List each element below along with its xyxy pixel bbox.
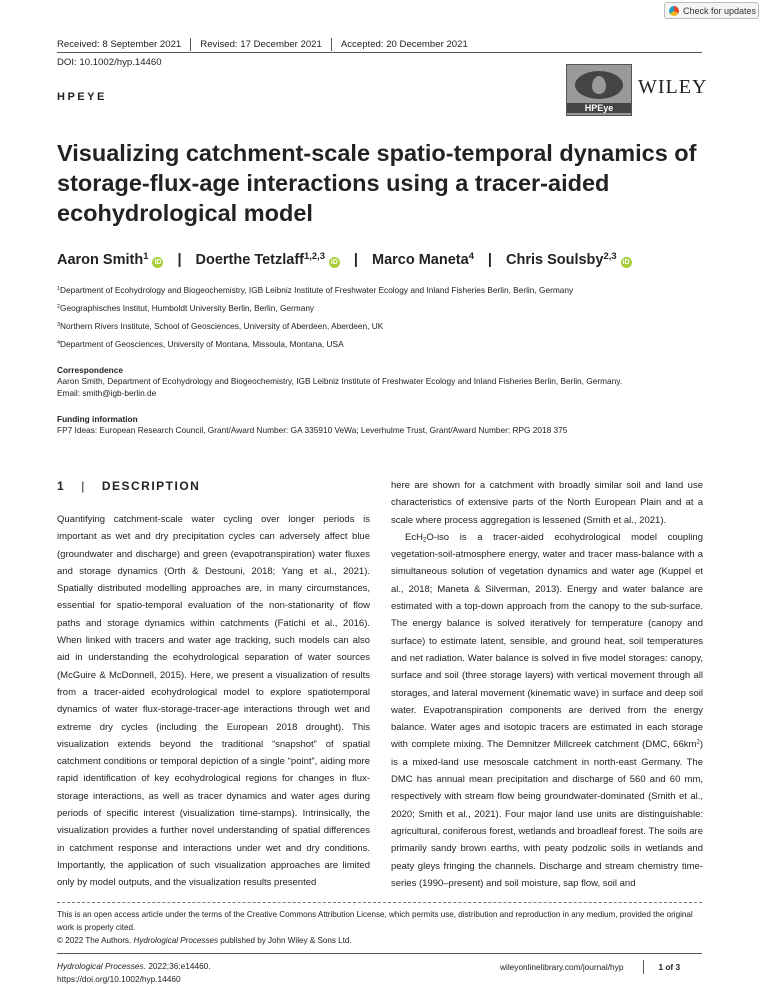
funding-text: FP7 Ideas: European Research Council, Grant/Award Number: GA 335910 VeWa; Leverhulme Trust, Grant/Award Number: RPG 2018 375 (57, 425, 568, 435)
affiliation: $^1$Department of Ecohydrology and Biogeochemistry, IGB Leibniz Institute of Freshwater Ecology and Inland Fisheries Berlin, Berlin, Germany (57, 285, 574, 295)
doi[interactable]: DOI: 10.1002/hyp.14460 (57, 57, 162, 68)
author[interactable]: Marco Maneta$^4$ (371, 249, 474, 268)
doi-link[interactable]: https://doi.org/10.1002/hyp.14460 (57, 974, 181, 984)
footer-divider (643, 960, 644, 974)
license-text: This is an open access article under the terms of the Creative Commons Attribution License, which permits use, distribution and reproduction in any medium, provided the original work is properly cited. (57, 910, 693, 932)
author-separator: | (353, 252, 358, 268)
footer-rule (57, 953, 702, 954)
received-date: Received: 8 September 2021 (57, 39, 182, 50)
wiley-logo: WILEY (638, 76, 708, 98)
revised-date: Revised: 17 December 2021 (200, 39, 322, 50)
author-separator: | (177, 252, 182, 268)
body-column-right (391, 477, 703, 892)
hpeye-logo-label: HPEye (567, 103, 631, 113)
affiliation: $^2$Geographisches Institut, Humboldt University Berlin, Berlin, Germany (57, 303, 315, 313)
correspondence-address: Aaron Smith, Department of Ecohydrology and Biogeochemistry, IGB Leibniz Institute of Freshwater Ecology and Inland Fisheries Berlin, Berlin, Germany. (57, 376, 623, 386)
orcid-icon[interactable]: iD (622, 259, 630, 266)
article-dates (57, 38, 468, 51)
section-heading (57, 479, 200, 493)
eye-icon (575, 71, 623, 99)
author-list (57, 249, 632, 268)
affiliation: $^4$Department of Geosciences, University of Montana, Missoula, Montana, USA (57, 339, 344, 349)
citation: 2022;36:e14460. (148, 961, 211, 971)
copyright-text: © 2022 The Authors. Hydrological Processes published by John Wiley & Sons Ltd. (57, 936, 352, 945)
date-divider (331, 38, 332, 51)
check-for-updates-button[interactable] (664, 2, 759, 19)
correspondence-label: Correspondence (57, 365, 123, 375)
author[interactable]: Aaron Smith$^1$ (57, 249, 149, 268)
body-paragraph: here are shown for a catchment with broadly similar soil and land use characteristics of extensive parts of the North European Plain and at a scale where process aggregation is lessened (Smith et al., 2021). (391, 480, 703, 526)
section-label: HPEYE (57, 91, 107, 103)
article-title: Visualizing catchment-scale spatio-temporal dynamics of storage-flux-age interactions using a tracer-aided ecohydrological model (57, 140, 697, 226)
body-paragraph: EcH$_2$O-iso is a tracer-aided ecohydrological model coupling vegetation-soil-atmosphere energy, water and tracer mass-balance with a simultaneous solution of vegetation dynamics and water age (Kuppel et al., 2018; Maneta & Silverman, 2013). Energy and water balance are estimated with a top-down approach from the canopy to the sub-surface. The energy balance is solved iteratively for temperature (canopy and surface) to estimate latent, sensible, and ground heat, soil temperatures and net radiation. Water balance is solved in five model storages: canopy, surface and soil (three storage layers) with vertical movement through all storages, and lateral movement (kinematic wave) in surface and deep soil water. Evapotranspiration components are derived from the energy balance. Water ages and isotopic tracers are estimated in each storage with complete mixing. The Demnitzer Millcreek catchment (DMC, $66km^2$) is a mixed-land use mesoscale catchment in north-east Germany. The DMC has annual mean precipitation and discharge of 560 and 60 mm, respectively with stream flow being groundwater-dominated (Smith et al., 2020; Smith et al., 2021). Four major land use units are distinguishable: agricultural, coniferous forest, wetlands and broadleaf forest. The soils are primarily sandy brown earths, with peaty podzolic soils in wetlands and peaty gleys fringing the channels. Discharge and stream chemistry time-series (1990–present) and soil moisture, sap flow, soil and (391, 531, 703, 889)
footer-citation (57, 960, 211, 986)
author[interactable]: Doerthe Tetzlaff$^{1,2,3}$ (195, 249, 325, 268)
orcid-icon[interactable]: iD (330, 259, 338, 266)
page-number: 1 of 3 (658, 962, 681, 972)
accepted-date: Accepted: 20 December 2021 (340, 39, 468, 50)
journal-name: Hydrological Processes. (57, 961, 146, 971)
section-title: DESCRIPTION (101, 479, 201, 493)
section-number: 1 (57, 479, 66, 493)
correspondence-block (57, 365, 702, 399)
funding-block (57, 414, 702, 436)
header-rule (57, 52, 702, 53)
journal-site-link[interactable]: wileyonlinelibrary.com/journal/hyp (500, 962, 624, 972)
body-column-left (57, 511, 370, 892)
author[interactable]: Chris Soulsby$^{2,3}$ (505, 249, 617, 268)
body-paragraph: Quantifying catchment-scale water cycling over longer periods is important as wet and dry precipitation cycles can adversely affect blue (groundwater and discharge) and green (evapotranspiration) water fluxes and storage dynamics (Orth & Destouni, 2018; Yang et al., 2021). Spatially distributed modelling approaches are, in many circumstances, essential for spatio-temporal evaluation of the non-stationarity of flow paths and storage dynamics within catchments (Fatichi et al., 2016). When linked with tracers and water age tracking, such models can also aid in understanding the ecohydrological separation of water sources (McGuire & McDonnell, 2015). Here, we present a visualization of results from a tracer-aided ecohydrological model to explore spatiotemporal dynamics of water flux-storage-tracer-age interactions through wet and extreme dry cycles (including the European 2018 drought). This visualization extends beyond the traditional “snapshot” of spatial catchment conditions or temporal depiction of a single “point”, aiding more rapid identification of key ecohydrological regions for changes in flux-storage interactions, as well as tracer dynamics and water ages during periods of specific interest (visualization time-stamps). Intrinsically, the visualization provides a further novel understanding of spatial differences in catchment response and interactions under wet and dry conditions. Importantly, the application of such visualization approaches are limited only by model outputs, and the visualization results presented (57, 514, 370, 889)
author-separator: | (487, 252, 492, 268)
date-divider (190, 38, 191, 51)
footer-right (500, 960, 680, 974)
check-for-updates-label: Check for updates (683, 5, 757, 16)
correspondence-email[interactable]: Email: smith@igb-berlin.de (57, 388, 157, 398)
license-footnote (57, 908, 702, 947)
footnote-rule (57, 902, 702, 903)
funding-label: Funding information (57, 414, 138, 424)
section-divider: | (81, 479, 86, 493)
crossmark-icon (669, 6, 679, 16)
hpeye-logo (566, 64, 632, 116)
orcid-icon[interactable]: iD (154, 259, 162, 266)
affiliation: $^3$Northern Rivers Institute, School of Geosciences, University of Aberdeen, Aberdeen, UK (57, 321, 384, 331)
